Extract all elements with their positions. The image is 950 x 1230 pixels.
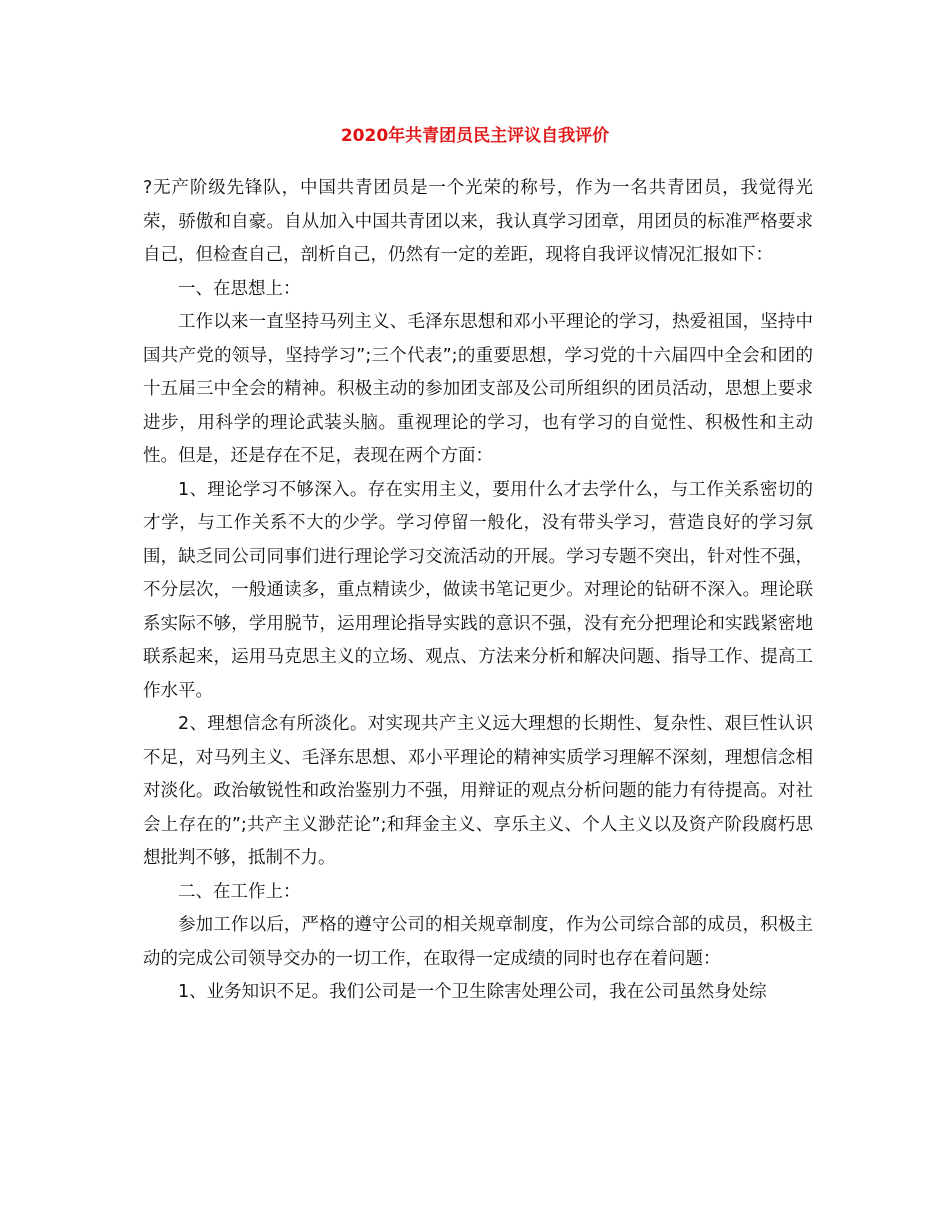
section-heading-work: 二、在工作上： (178, 881, 301, 902)
section-heading-thought: 一、在思想上： (178, 278, 301, 299)
paragraph-business-knowledge: 1、业务知识不足。我们公司是一个卫生除害处理公司，我在公司虽然身处综 (178, 982, 767, 1002)
paragraph-intro: ?无产阶级先锋队，中国共青团员是一个光荣的称号，作为一名共青团员，我觉得光荣，骄傲和自豪。自从加入中国共青团以来，我认真学习团章，用团员的标准严格要求自己，但检查自己，剖析自己，仍然有一定的差距，现将自我评议情况汇报如下： (143, 178, 813, 265)
paragraph-work: 参加工作以后，严格的遵守公司的相关规章制度，作为公司综合部的成员，积极主动的完成公司领导交办的一切工作，在取得一定成绩的同时也存在着问题： (143, 915, 813, 969)
paragraph-theory-study: 1、理论学习不够深入。存在实用主义，要用什么才去学什么，与工作关系密切的才学，与工作关系不大的少学。学习停留一般化，没有带头学习，营造良好的学习氛围，缺乏同公司同事们进行理论学习交流活动的开展。学习专题不突出，针对性不强，不分层次，一般通读多，重点精读少，做读书笔记更少。对理论的钻研不深入。理论联系实际不够，学用脱节，运用理论指导实践的意识不强，没有充分把理论和实践紧密地联系起来，运用马克思主义的立场、观点、方法来分析和解决问题、指导工作、提高工作水平。 (143, 479, 813, 701)
paragraph-thought: 工作以来一直坚持马列主义、毛泽东思想和邓小平理论的学习，热爱祖国，坚持中国共产党的领导，坚持学习”;三个代表”;的重要思想，学习党的十六届四中全会和团的十五届三中全会的精神。积极主动的参加团支部及公司所组织的团员活动，思想上要求进步，用科学的理论武装头脑。重视理论的学习，也有学习的自觉性、积极性和主动性。但是，还是存在不足，表现在两个方面： (143, 312, 813, 466)
document-title: 2020年共青团员民主评议自我评价 (340, 126, 610, 146)
document-body (143, 172, 813, 1010)
paragraph-ideals: 2、理想信念有所淡化。对实现共产主义远大理想的长期性、复杂性、艰巨性认识不足，对马列主义、毛泽东思想、邓小平理论的精神实质学习理解不深刻，理想信念相对淡化。政治敏锐性和政治鉴别力不强，用辩证的观点分析问题的能力有待提高。对社会上存在的”;共产主义渺茫论”;和拜金主义、享乐主义、个人主义以及资产阶段腐朽思想批判不够，抵制不力。 (143, 714, 813, 868)
